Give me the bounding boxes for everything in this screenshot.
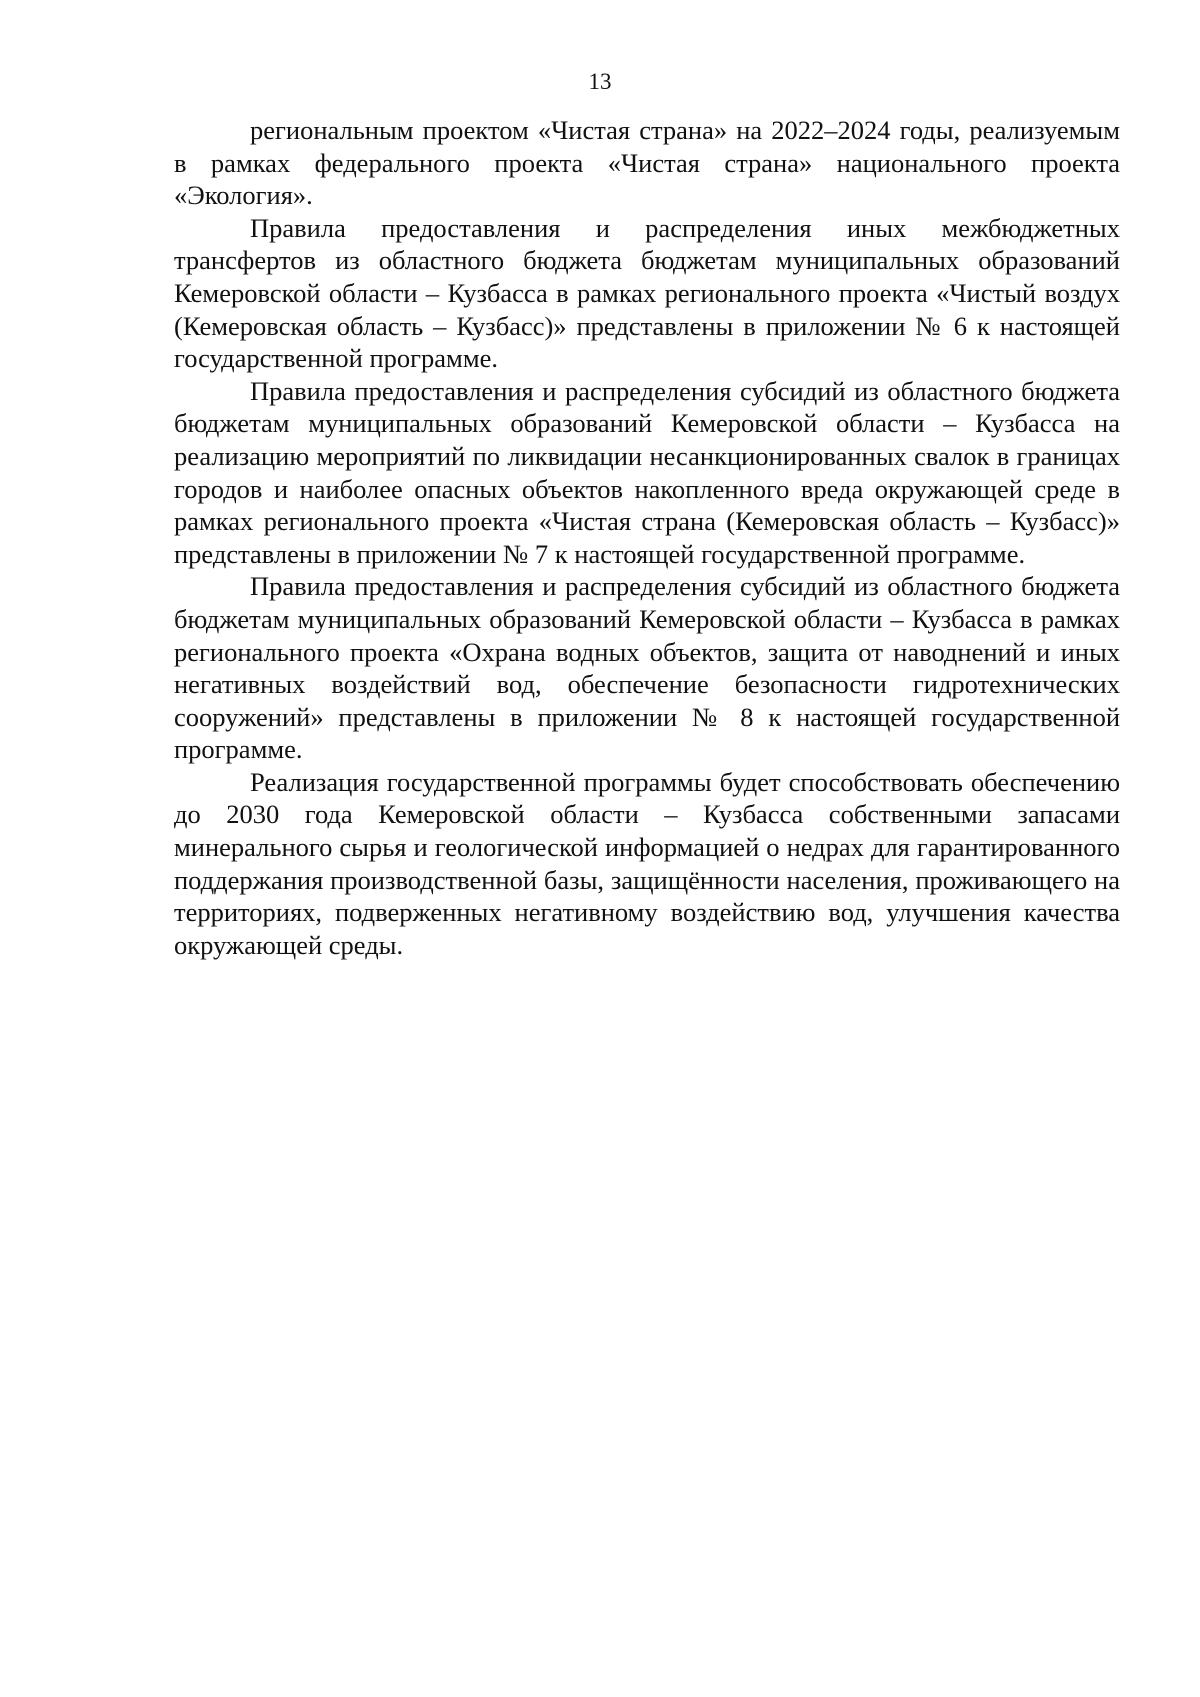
paragraph-appendix-8: Правила предоставления и распределения субсидий из областного бюджета бюджетам муниципальных образований Кемеровской области – Кузбасса в рамках регионального проекта «Охрана водных объектов, защита от наводнений и иных негативных воздействий вод, обеспечение безопасности гидротехнических сооружений» представлены в приложении № 8 к настоящей государственной программе.	[174, 571, 1120, 765]
document-body	[174, 114, 1120, 961]
paragraph-appendix-7: Правила предоставления и распределения субсидий из областного бюджета бюджетам муниципальных образований Кемеровской области – Кузбасса на реализацию мероприятий по ликвидации несанкционированных свалок в границах городов и наиболее опасных объектов накопленного вреда окружающей среде в рамках регионального проекта «Чистая страна (Кемеровская область – Кузбасс)» представлены в приложении № 7 к настоящей государственной программе.	[174, 375, 1120, 569]
page-number: 13	[588, 69, 612, 94]
paragraph-continuation: региональным проектом «Чистая страна» на 2022–2024 годы, реализуемым в рамках федерального проекта «Чистая страна» национального проекта «Экология».	[174, 115, 1120, 211]
paragraph-appendix-6: Правила предоставления и распределения иных межбюджетных трансфертов из областного бюджета бюджетам муниципальных образований Кемеровской области – Кузбасса в рамках регионального проекта «Чистый воздух (Кемеровская область – Кузбасс)» представлены в приложении № 6 к настоящей государственной программе.	[174, 212, 1120, 374]
paragraph-program-outcome: Реализация государственной программы будет способствовать обеспечению до 2030 года Кемеровской области – Кузбасса собственными запасами минерального сырья и геологической информацией о недрах для гарантированного поддержания производственной базы, защищённости населения, проживающего на территориях, подверженных негативному воздействию вод, улучшения качества окружающей среды.	[174, 766, 1120, 960]
